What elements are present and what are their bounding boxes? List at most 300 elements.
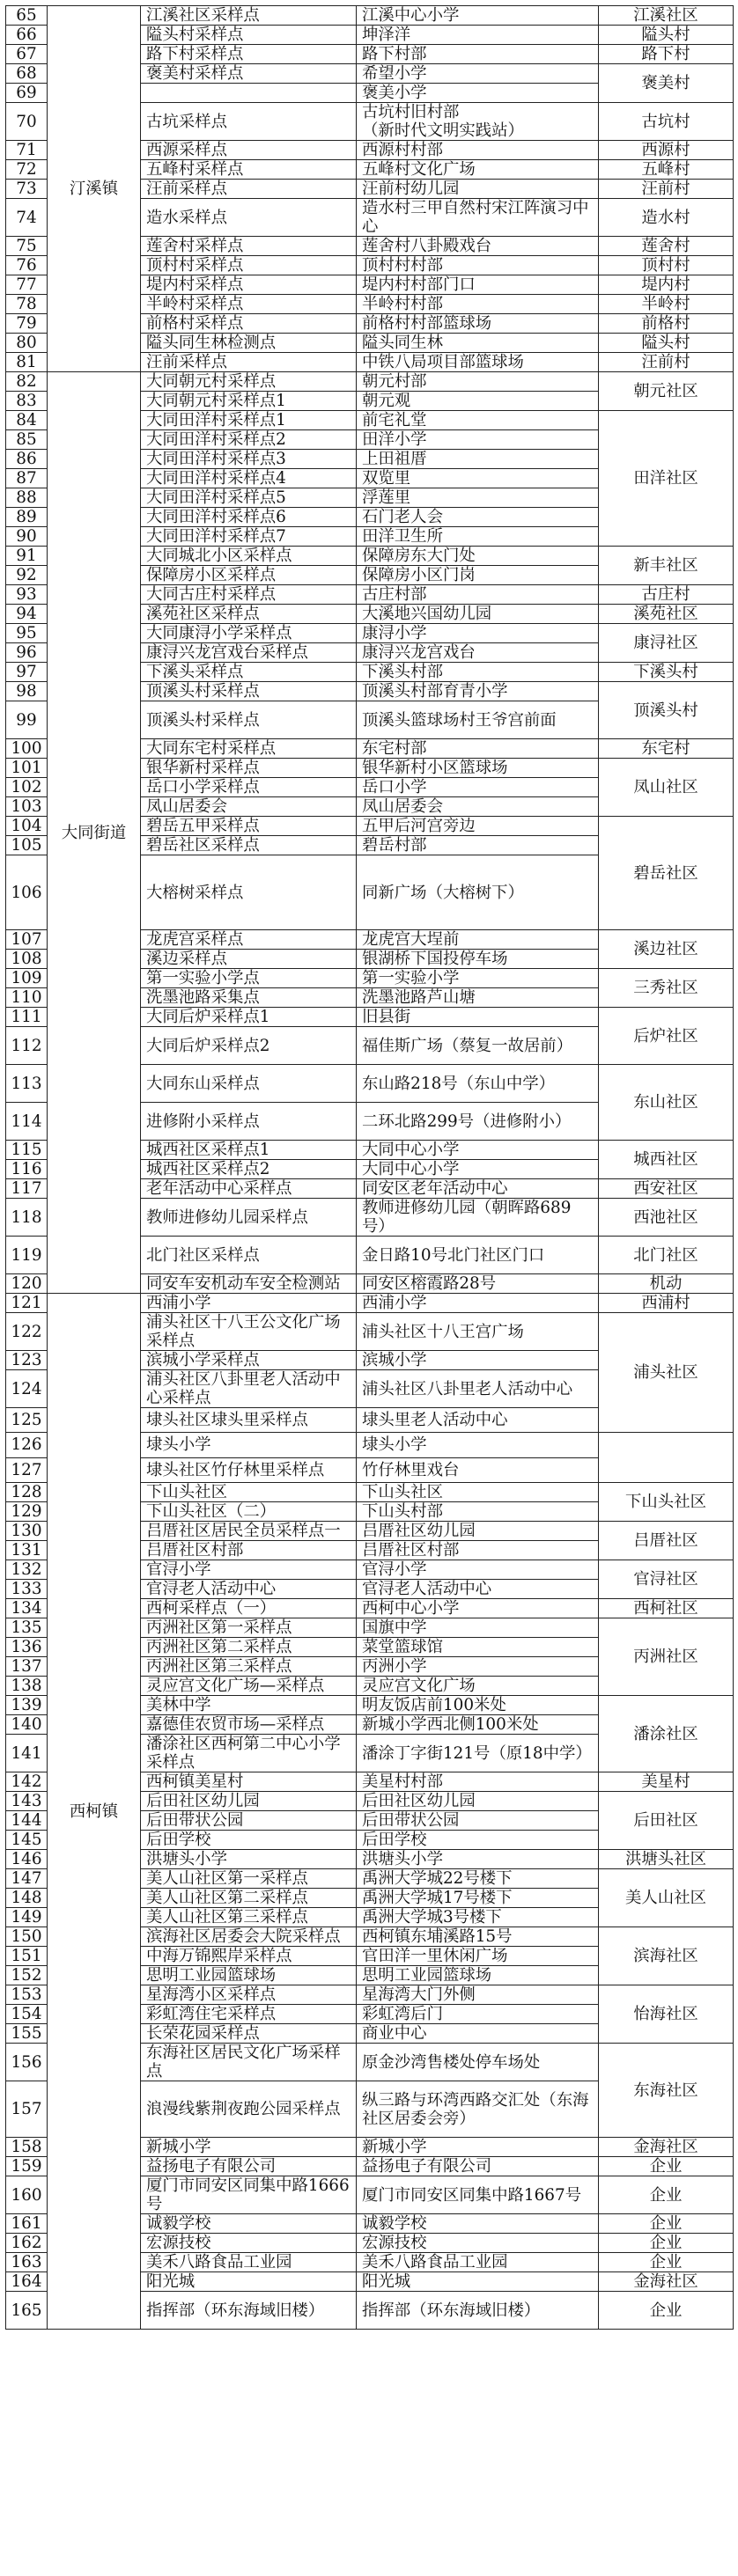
site-name-cell: 顶溪头村采样点	[141, 682, 357, 701]
row-number-cell: 139	[6, 1696, 48, 1715]
site-location-cell: 后田社区幼儿园	[357, 1792, 599, 1811]
site-location-cell: 龙虎宫大埕前	[357, 930, 599, 950]
row-number-cell: 141	[6, 1735, 48, 1772]
community-cell: 康浔社区	[599, 624, 734, 663]
row-number-cell: 100	[6, 739, 48, 759]
site-name-cell: 下山头社区	[141, 1483, 357, 1502]
community-cell: 金海社区	[599, 2138, 734, 2157]
table-body	[6, 6, 734, 2330]
site-name-cell: 保障房小区采样点	[141, 566, 357, 585]
site-location-cell: 顶村村村部	[357, 256, 599, 275]
site-name-cell: 彩虹湾住宅采样点	[141, 2005, 357, 2024]
site-name-cell: 隘头村采样点	[141, 26, 357, 45]
site-location-cell: 田洋卫生所	[357, 527, 599, 547]
row-number-cell: 134	[6, 1599, 48, 1618]
row-number-cell: 66	[6, 26, 48, 45]
row-number-cell: 160	[6, 2176, 48, 2214]
site-name-cell: 滨海社区居委会大院采样点	[141, 1927, 357, 1947]
row-number-cell: 128	[6, 1483, 48, 1502]
row-number-cell: 129	[6, 1502, 48, 1522]
community-cell: 半岭村	[599, 295, 734, 314]
site-name-cell: 碧岳社区采样点	[141, 836, 357, 855]
row-number-cell: 97	[6, 663, 48, 682]
site-name-cell: 美人山社区第二采样点	[141, 1889, 357, 1908]
site-name-cell: 前格村采样点	[141, 314, 357, 334]
row-number-cell: 95	[6, 624, 48, 643]
site-name-cell: 大同东山采样点	[141, 1065, 357, 1103]
community-cell: 路下村	[599, 45, 734, 64]
site-name-cell: 潘涂社区西柯第二中心小学采样点	[141, 1735, 357, 1772]
site-name-cell: 汪前采样点	[141, 180, 357, 199]
site-name-cell: 洗墨池路采集点	[141, 988, 357, 1008]
site-name-cell: 东海社区居民文化广场采样点	[141, 2044, 357, 2081]
site-location-cell: 彩虹湾后门	[357, 2005, 599, 2024]
community-cell: 三秀社区	[599, 969, 734, 1008]
site-location-cell: 厦门市同安区同集中路1667号	[357, 2176, 599, 2214]
site-name-cell: 大同后炉采样点1	[141, 1008, 357, 1027]
row-number-cell: 156	[6, 2044, 48, 2081]
site-name-cell: 莲舍村采样点	[141, 237, 357, 256]
community-cell: 汪前村	[599, 353, 734, 372]
site-location-cell: 同安区老年活动中心	[357, 1179, 599, 1199]
site-name-cell: 浦头社区八卦里老人活动中心采样点	[141, 1370, 357, 1408]
site-name-cell: 康浔兴龙宫戏台采样点	[141, 643, 357, 663]
site-location-cell: 东山路218号（东山中学）	[357, 1065, 599, 1103]
row-number-cell: 159	[6, 2157, 48, 2176]
site-name-cell: 西柯采样点（一）	[141, 1599, 357, 1618]
community-cell: 汪前村	[599, 180, 734, 199]
site-location-cell: 西柯镇东埔溪路15号	[357, 1927, 599, 1947]
site-name-cell: 隘头同生林检测点	[141, 334, 357, 353]
row-number-cell: 86	[6, 450, 48, 469]
community-cell: 前格村	[599, 314, 734, 334]
site-location-cell: 五甲后河宫旁边	[357, 817, 599, 836]
site-location-cell: 吕厝社区幼儿园	[357, 1522, 599, 1541]
site-location-cell: 西柯中心小学	[357, 1599, 599, 1618]
row-number-cell: 144	[6, 1811, 48, 1831]
row-number-cell: 115	[6, 1141, 48, 1160]
site-location-cell: 二环北路299号（进修附小）	[357, 1103, 599, 1141]
site-name-cell: 半岭村采样点	[141, 295, 357, 314]
site-name-cell: 吕厝社区居民全员采样点一	[141, 1522, 357, 1541]
site-location-cell: 原金沙湾售楼处停车场处	[357, 2044, 599, 2081]
site-name-cell: 思明工业园篮球场	[141, 1966, 357, 1985]
site-location-cell: 国旗中学	[357, 1618, 599, 1638]
row-number-cell: 158	[6, 2138, 48, 2157]
community-cell: 东宅村	[599, 739, 734, 759]
row-number-cell: 102	[6, 778, 48, 797]
site-location-cell: 凤山居委会	[357, 797, 599, 817]
site-name-cell: 大同田洋村采样点4	[141, 469, 357, 488]
site-name-cell: 后田学校	[141, 1831, 357, 1850]
community-cell: 下山头社区	[599, 1483, 734, 1522]
community-cell: 企业	[599, 2157, 734, 2176]
community-cell: 东山社区	[599, 1065, 734, 1141]
community-cell: 企业	[599, 2253, 734, 2272]
site-name-cell: 美人山社区第三采样点	[141, 1908, 357, 1927]
community-cell: 顶村村	[599, 256, 734, 275]
site-location-cell: 后田带状公园	[357, 1811, 599, 1831]
community-cell: 东海社区	[599, 2044, 734, 2138]
site-location-cell: 洪塘头小学	[357, 1850, 599, 1869]
site-name-cell: 大同东宅村采样点	[141, 739, 357, 759]
community-cell: 西安社区	[599, 1179, 734, 1199]
site-location-cell: 纵三路与环湾西路交汇处（东海社区居委会旁）	[357, 2081, 599, 2138]
site-location-cell: 半岭村村部	[357, 295, 599, 314]
site-location-cell: 阳光城	[357, 2272, 599, 2292]
row-number-cell: 138	[6, 1677, 48, 1696]
site-location-cell: 银湖桥下国投停车场	[357, 950, 599, 969]
site-name-cell: 厦门市同安区同集中路1666号	[141, 2176, 357, 2214]
community-cell: 后田社区	[599, 1792, 734, 1850]
row-number-cell: 75	[6, 237, 48, 256]
site-name-cell: 大同朝元村采样点	[141, 372, 357, 392]
site-location-cell: 大同中心小学	[357, 1141, 599, 1160]
site-name-cell	[141, 84, 357, 103]
site-name-cell: 大榕树采样点	[141, 855, 357, 930]
site-location-cell: 希望小学	[357, 64, 599, 84]
site-name-cell: 宏源技校	[141, 2234, 357, 2253]
site-location-cell: 禹洲大学城22号楼下	[357, 1869, 599, 1889]
site-name-cell: 大同田洋村采样点2	[141, 430, 357, 450]
site-location-cell: 汪前村幼儿园	[357, 180, 599, 199]
site-location-cell: 浦头社区十八王宫广场	[357, 1313, 599, 1351]
site-location-cell: 禹洲大学城3号楼下	[357, 1908, 599, 1927]
site-location-cell: 诚毅学校	[357, 2214, 599, 2234]
site-location-cell: 浦头社区八卦里老人活动中心	[357, 1370, 599, 1408]
row-number-cell: 147	[6, 1869, 48, 1889]
community-cell: 后炉社区	[599, 1008, 734, 1065]
site-name-cell: 碧岳五甲采样点	[141, 817, 357, 836]
community-cell: 碧岳社区	[599, 817, 734, 930]
site-name-cell: 褒美村采样点	[141, 64, 357, 84]
site-location-cell: 后田学校	[357, 1831, 599, 1850]
site-location-cell: 大同中心小学	[357, 1160, 599, 1179]
site-name-cell: 滨城小学采样点	[141, 1351, 357, 1370]
row-number-cell: 78	[6, 295, 48, 314]
row-number-cell: 94	[6, 605, 48, 624]
row-number-cell: 70	[6, 103, 48, 141]
row-number-cell: 111	[6, 1008, 48, 1027]
row-number-cell: 107	[6, 930, 48, 950]
community-cell: 企业	[599, 2292, 734, 2330]
site-location-cell: 前宅礼堂	[357, 411, 599, 430]
community-cell: 造水村	[599, 199, 734, 237]
site-name-cell: 五峰村采样点	[141, 160, 357, 180]
community-cell: 隘头村	[599, 26, 734, 45]
site-name-cell: 官浔小学	[141, 1560, 357, 1580]
site-name-cell: 大同古庄村采样点	[141, 585, 357, 605]
site-name-cell: 星海湾小区采样点	[141, 1985, 357, 2005]
row-number-cell: 89	[6, 508, 48, 527]
site-name-cell: 龙虎宫采样点	[141, 930, 357, 950]
site-location-cell: 田洋小学	[357, 430, 599, 450]
site-name-cell: 后田带状公园	[141, 1811, 357, 1831]
row-number-cell: 154	[6, 2005, 48, 2024]
community-cell: 企业	[599, 2214, 734, 2234]
site-location-cell: 同新广场（大榕树下）	[357, 855, 599, 930]
site-name-cell: 大同康浔小学采样点	[141, 624, 357, 643]
community-cell: 城西社区	[599, 1141, 734, 1179]
site-location-cell: 西源村村部	[357, 141, 599, 160]
row-number-cell: 122	[6, 1313, 48, 1351]
site-name-cell: 第一实验小学点	[141, 969, 357, 988]
site-name-cell: 丙洲社区第二采样点	[141, 1638, 357, 1657]
site-name-cell: 汪前采样点	[141, 353, 357, 372]
site-location-cell: 古坑村旧村部 （新时代文明实践站）	[357, 103, 599, 141]
site-location-cell: 岳口小学	[357, 778, 599, 797]
row-number-cell: 117	[6, 1179, 48, 1199]
row-number-cell: 99	[6, 701, 48, 739]
site-name-cell: 进修附小采样点	[141, 1103, 357, 1141]
site-location-cell: 菜堂篮球馆	[357, 1638, 599, 1657]
site-location-cell: 星海湾大门外侧	[357, 1985, 599, 2005]
row-number-cell: 145	[6, 1831, 48, 1850]
row-number-cell: 110	[6, 988, 48, 1008]
site-location-cell: 朝元观	[357, 392, 599, 411]
site-name-cell: 下溪头采样点	[141, 663, 357, 682]
community-cell: 企业	[599, 2234, 734, 2253]
site-location-cell: 石门老人会	[357, 508, 599, 527]
row-number-cell: 90	[6, 527, 48, 547]
site-location-cell: 下山头社区	[357, 1483, 599, 1502]
site-location-cell: 顶溪头村部育青小学	[357, 682, 599, 701]
site-name-cell: 顶溪头村采样点	[141, 701, 357, 739]
row-number-cell: 106	[6, 855, 48, 930]
site-location-cell: 康浔小学	[357, 624, 599, 643]
community-cell: 美星村	[599, 1772, 734, 1792]
site-name-cell: 古坑采样点	[141, 103, 357, 141]
site-name-cell: 官浔老人活动中心	[141, 1580, 357, 1599]
site-location-cell: 下溪头村部	[357, 663, 599, 682]
row-number-cell: 73	[6, 180, 48, 199]
site-name-cell: 大同田洋村采样点1	[141, 411, 357, 430]
row-number-cell: 71	[6, 141, 48, 160]
site-location-cell: 下山头村部	[357, 1502, 599, 1522]
site-name-cell: 洪塘头小学	[141, 1850, 357, 1869]
community-cell: 溪边社区	[599, 930, 734, 969]
site-name-cell: 新城小学	[141, 2138, 357, 2157]
site-location-cell: 旧县街	[357, 1008, 599, 1027]
site-location-cell: 埭头里老人活动中心	[357, 1408, 599, 1433]
site-location-cell: 西浦小学	[357, 1294, 599, 1313]
table-row	[6, 6, 734, 26]
row-number-cell: 165	[6, 2292, 48, 2330]
site-location-cell: 顶溪头篮球场村王爷宫前面	[357, 701, 599, 739]
site-location-cell: 吕厝社区村部	[357, 1541, 599, 1560]
town-cell: 汀溪镇	[48, 6, 141, 372]
site-location-cell: 新城小学西北侧100米处	[357, 1715, 599, 1735]
site-name-cell: 中海万锦熙岸采样点	[141, 1947, 357, 1966]
community-cell: 凤山社区	[599, 759, 734, 817]
row-number-cell: 118	[6, 1199, 48, 1237]
row-number-cell: 119	[6, 1237, 48, 1274]
site-location-cell: 福佳斯广场（蔡复一故居前）	[357, 1027, 599, 1065]
site-name-cell: 阳光城	[141, 2272, 357, 2292]
site-location-cell: 古庄村部	[357, 585, 599, 605]
site-location-cell: 教师进修幼儿园（朝晖路689号）	[357, 1199, 599, 1237]
row-number-cell: 152	[6, 1966, 48, 1985]
row-number-cell: 126	[6, 1433, 48, 1457]
site-name-cell: 吕厝社区村部	[141, 1541, 357, 1560]
site-name-cell: 后田社区幼儿园	[141, 1792, 357, 1811]
row-number-cell: 146	[6, 1850, 48, 1869]
community-cell: 西源村	[599, 141, 734, 160]
town-cell: 大同街道	[48, 372, 141, 1294]
site-name-cell: 指挥部（环东海域旧楼）	[141, 2292, 357, 2330]
site-name-cell: 北门社区采样点	[141, 1237, 357, 1274]
row-number-cell: 125	[6, 1408, 48, 1433]
row-number-cell: 68	[6, 64, 48, 84]
site-name-cell: 城西社区采样点1	[141, 1141, 357, 1160]
row-number-cell: 150	[6, 1927, 48, 1947]
site-name-cell: 西浦小学	[141, 1294, 357, 1313]
community-cell: 新丰社区	[599, 547, 734, 585]
site-name-cell: 丙洲社区第三采样点	[141, 1657, 357, 1677]
row-number-cell: 123	[6, 1351, 48, 1370]
site-name-cell: 堤内村采样点	[141, 275, 357, 295]
row-number-cell: 84	[6, 411, 48, 430]
row-number-cell: 101	[6, 759, 48, 778]
row-number-cell: 157	[6, 2081, 48, 2138]
site-name-cell: 嘉德佳农贸市场—采样点	[141, 1715, 357, 1735]
town-cell: 西柯镇	[48, 1294, 141, 2330]
site-name-cell: 顶村村采样点	[141, 256, 357, 275]
site-location-cell: 洗墨池路芦山塘	[357, 988, 599, 1008]
community-cell: 下溪头村	[599, 663, 734, 682]
row-number-cell: 149	[6, 1908, 48, 1927]
row-number-cell: 108	[6, 950, 48, 969]
site-location-cell: 官田洋一里休闲广场	[357, 1947, 599, 1966]
site-location-cell: 保障房东大门处	[357, 547, 599, 566]
site-name-cell: 路下村采样点	[141, 45, 357, 64]
row-number-cell: 67	[6, 45, 48, 64]
community-cell: 浦头社区	[599, 1313, 734, 1433]
row-number-cell: 105	[6, 836, 48, 855]
row-number-cell: 161	[6, 2214, 48, 2234]
site-name-cell: 江溪社区采样点	[141, 6, 357, 26]
row-number-cell: 143	[6, 1792, 48, 1811]
site-location-cell: 官浔小学	[357, 1560, 599, 1580]
site-location-cell: 官浔老人活动中心	[357, 1580, 599, 1599]
site-name-cell: 丙洲社区第一采样点	[141, 1618, 357, 1638]
site-name-cell: 大同田洋村采样点5	[141, 488, 357, 508]
site-location-cell: 前格村村部篮球场	[357, 314, 599, 334]
community-cell: 顶溪头村	[599, 682, 734, 739]
community-cell: 西浦村	[599, 1294, 734, 1313]
row-number-cell: 133	[6, 1580, 48, 1599]
site-location-cell: 银华新村小区篮球场	[357, 759, 599, 778]
site-location-cell: 碧岳村部	[357, 836, 599, 855]
site-name-cell: 埭头小学	[141, 1433, 357, 1457]
site-name-cell: 埭头社区竹仔林里采样点	[141, 1457, 357, 1482]
site-name-cell: 岳口小学采样点	[141, 778, 357, 797]
site-name-cell: 西源采样点	[141, 141, 357, 160]
row-number-cell: 96	[6, 643, 48, 663]
site-location-cell: 同安区榕霞路28号	[357, 1274, 599, 1294]
site-name-cell: 西柯镇美星村	[141, 1772, 357, 1792]
community-cell: 怡海社区	[599, 1985, 734, 2044]
site-name-cell: 益扬电子有限公司	[141, 2157, 357, 2176]
row-number-cell: 162	[6, 2234, 48, 2253]
community-cell: 江溪社区	[599, 6, 734, 26]
site-location-cell: 新城小学	[357, 2138, 599, 2157]
row-number-cell: 69	[6, 84, 48, 103]
row-number-cell: 140	[6, 1715, 48, 1735]
site-location-cell: 朝元村部	[357, 372, 599, 392]
site-name-cell: 大同城北小区采样点	[141, 547, 357, 566]
row-number-cell: 131	[6, 1541, 48, 1560]
community-cell: 西池社区	[599, 1199, 734, 1237]
community-cell: 潘涂社区	[599, 1696, 734, 1772]
community-cell: 古坑村	[599, 103, 734, 141]
site-name-cell: 大同朝元村采样点1	[141, 392, 357, 411]
site-location-cell: 大溪地兴国幼儿园	[357, 605, 599, 624]
row-number-cell: 121	[6, 1294, 48, 1313]
site-name-cell: 城西社区采样点2	[141, 1160, 357, 1179]
community-cell: 滨海社区	[599, 1927, 734, 1985]
site-location-cell: 第一实验小学	[357, 969, 599, 988]
row-number-cell: 135	[6, 1618, 48, 1638]
row-number-cell: 109	[6, 969, 48, 988]
row-number-cell: 87	[6, 469, 48, 488]
row-number-cell: 114	[6, 1103, 48, 1141]
site-name-cell: 下山头社区（二）	[141, 1502, 357, 1522]
row-number-cell: 137	[6, 1657, 48, 1677]
row-number-cell: 77	[6, 275, 48, 295]
site-location-cell: 滨城小学	[357, 1351, 599, 1370]
site-location-cell: 禹洲大学城17号楼下	[357, 1889, 599, 1908]
site-name-cell: 溪边采样点	[141, 950, 357, 969]
site-name-cell: 大同田洋村采样点3	[141, 450, 357, 469]
row-number-cell: 164	[6, 2272, 48, 2292]
row-number-cell: 155	[6, 2024, 48, 2044]
site-location-cell: 宏源技校	[357, 2234, 599, 2253]
site-name-cell: 凤山居委会	[141, 797, 357, 817]
row-number-cell: 112	[6, 1027, 48, 1065]
row-number-cell: 136	[6, 1638, 48, 1657]
row-number-cell: 72	[6, 160, 48, 180]
community-cell: 北门社区	[599, 1237, 734, 1274]
community-cell: 古庄村	[599, 585, 734, 605]
community-cell: 莲舍村	[599, 237, 734, 256]
community-cell: 美人山社区	[599, 1869, 734, 1927]
sampling-site-table	[5, 5, 734, 2330]
row-number-cell: 83	[6, 392, 48, 411]
row-number-cell: 148	[6, 1889, 48, 1908]
community-cell: 西柯社区	[599, 1599, 734, 1618]
community-cell: 溪苑社区	[599, 605, 734, 624]
site-location-cell: 隘头同生林	[357, 334, 599, 353]
site-location-cell: 江溪中心小学	[357, 6, 599, 26]
site-name-cell: 老年活动中心采样点	[141, 1179, 357, 1199]
site-location-cell: 益扬电子有限公司	[357, 2157, 599, 2176]
site-name-cell: 美禾八路食品工业园	[141, 2253, 357, 2272]
site-location-cell: 造水村三甲自然村宋江阵演习中心	[357, 199, 599, 237]
row-number-cell: 91	[6, 547, 48, 566]
site-location-cell: 路下村部	[357, 45, 599, 64]
community-cell: 朝元社区	[599, 372, 734, 411]
site-location-cell: 中铁八局项目部篮球场	[357, 353, 599, 372]
site-name-cell: 大同田洋村采样点6	[141, 508, 357, 527]
community-cell: 洪塘头社区	[599, 1850, 734, 1869]
site-location-cell: 褒美小学	[357, 84, 599, 103]
table-row	[6, 1294, 734, 1313]
row-number-cell: 104	[6, 817, 48, 836]
row-number-cell: 130	[6, 1522, 48, 1541]
site-location-cell: 五峰村文化广场	[357, 160, 599, 180]
community-cell: 隘头村	[599, 334, 734, 353]
